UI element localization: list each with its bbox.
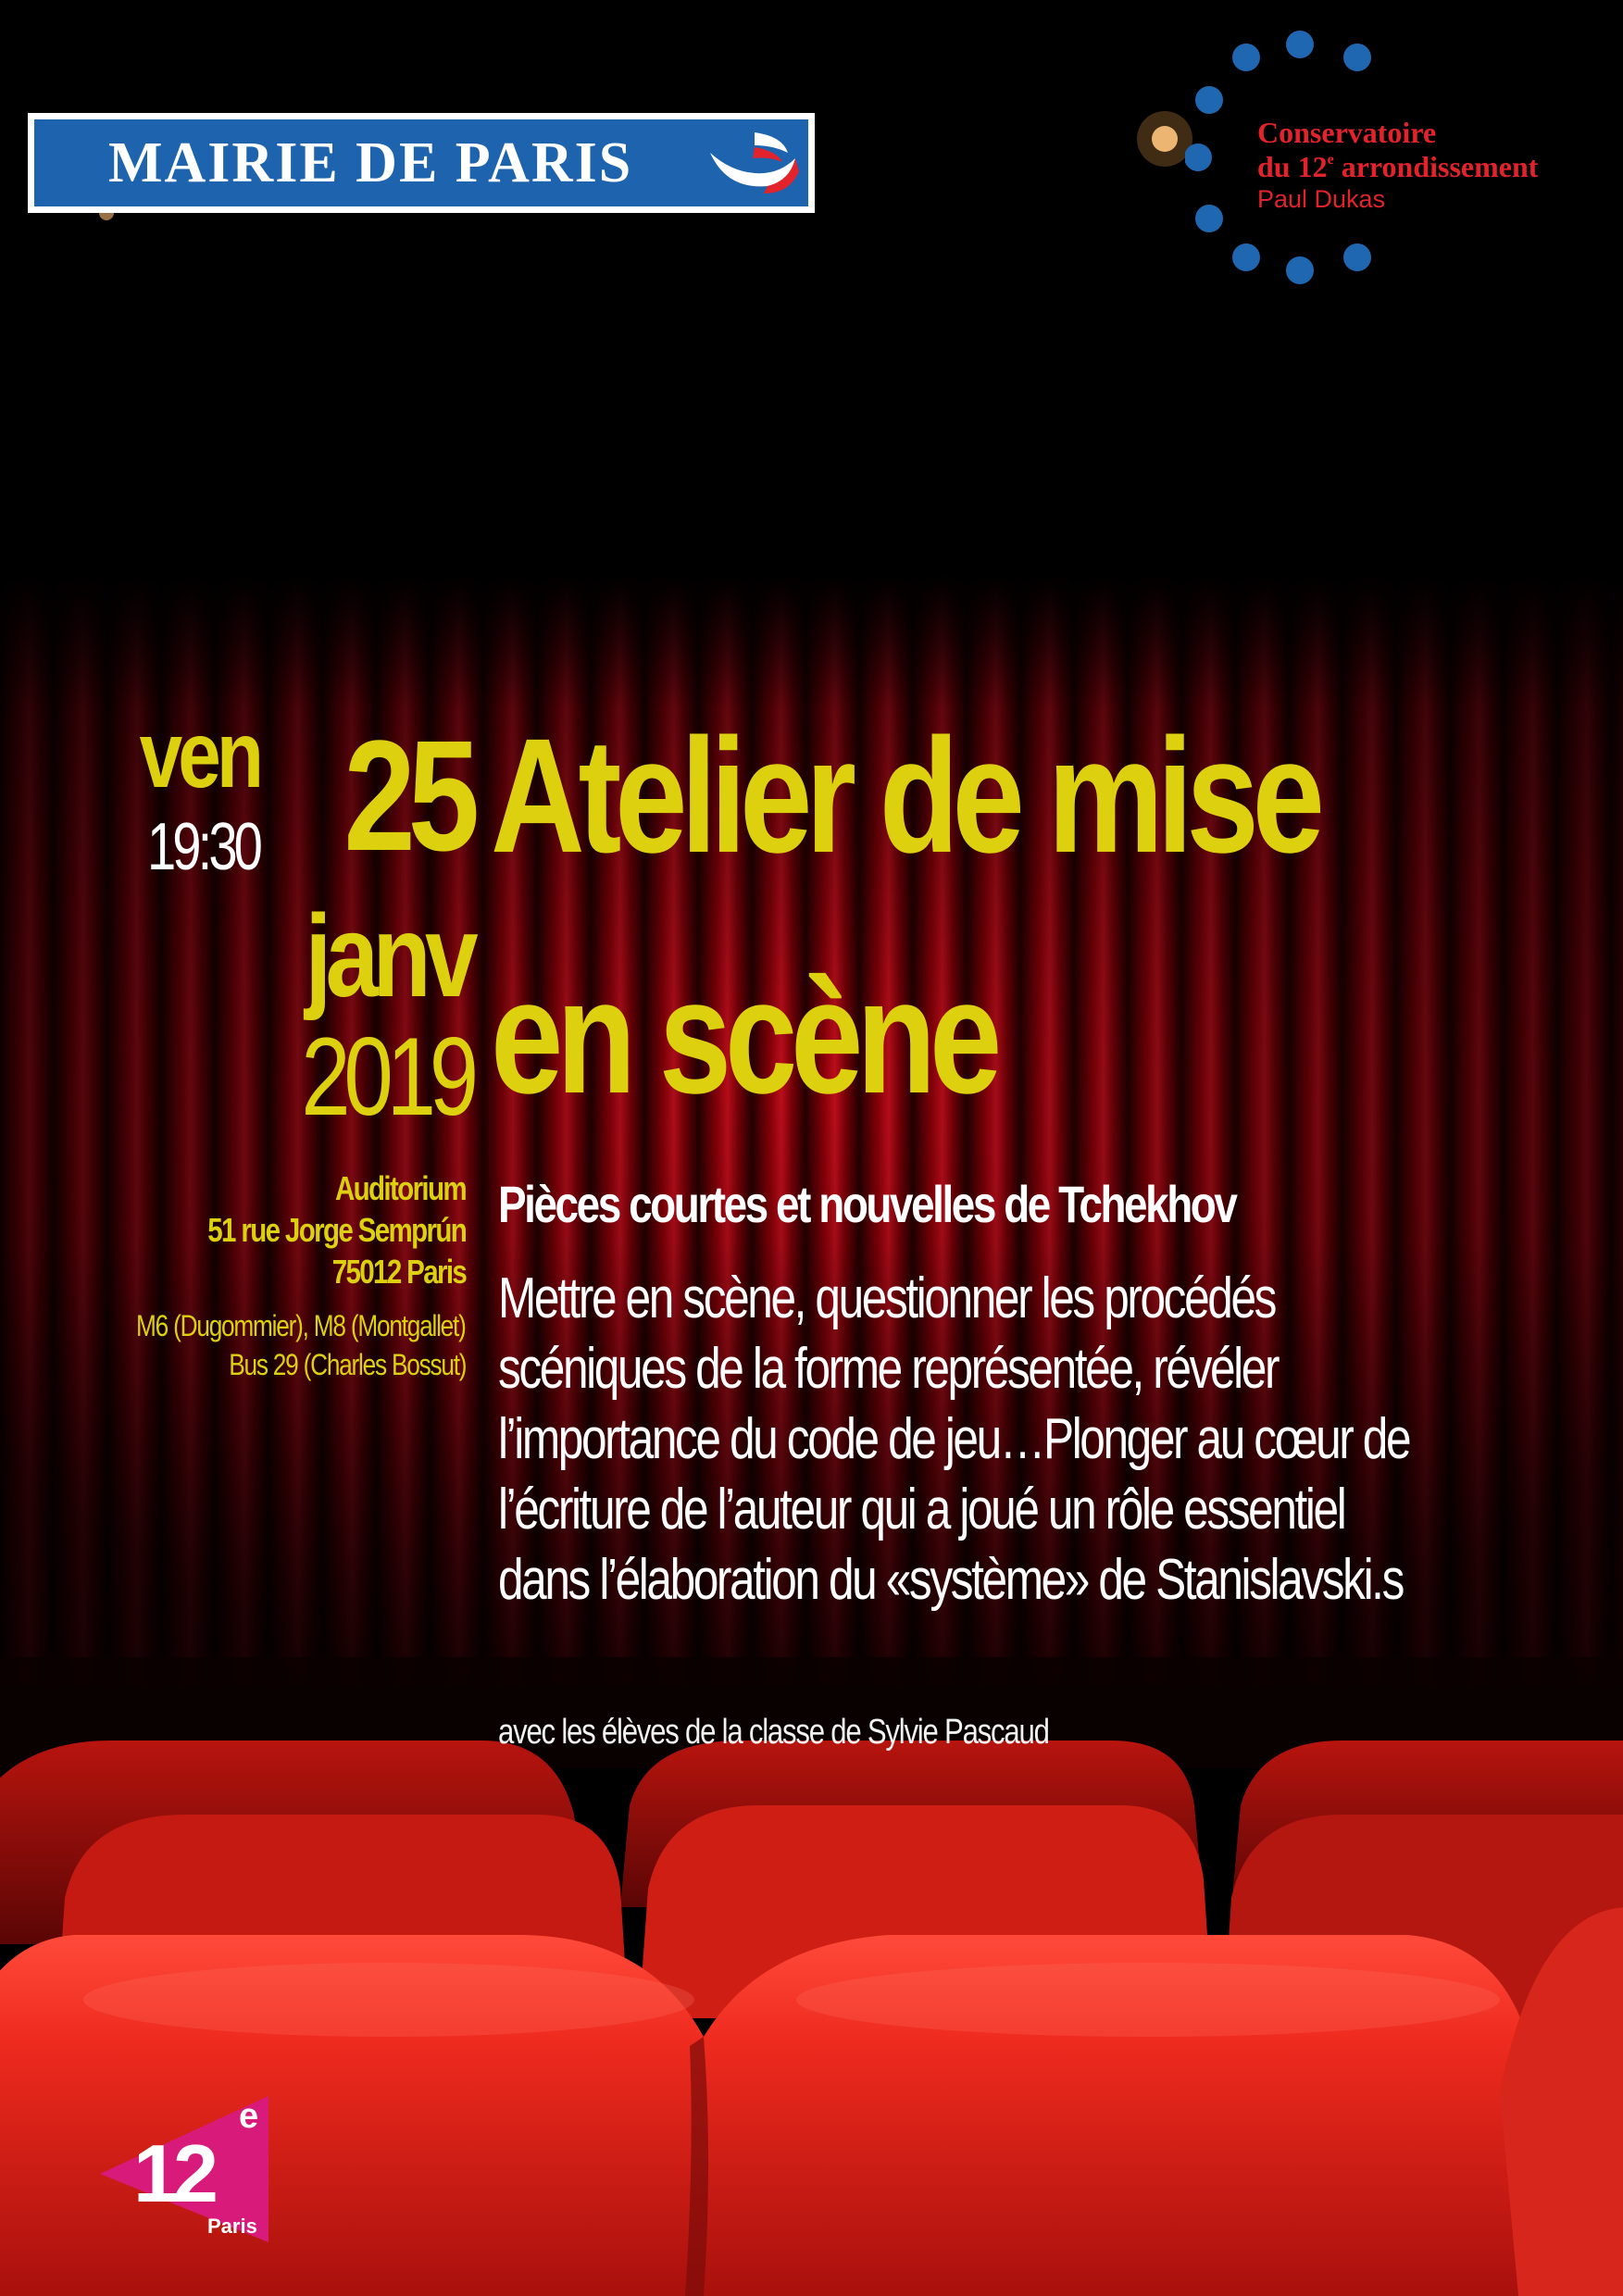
mairie-de-paris-logo [28, 113, 815, 213]
venue-metro: M6 (Dugommier), M8 (Montgallet) [136, 1309, 466, 1342]
logo-number: 12 [133, 2128, 213, 2219]
mairie-logo-text: MAIRIE DE PARIS [108, 131, 633, 194]
district-prefix: du 12 [1257, 150, 1328, 183]
conservatoire-logo [1185, 28, 1620, 296]
district-suffix: arrondissement [1333, 150, 1539, 183]
conservatoire-composer: Paul Dukas [1257, 185, 1386, 213]
venue-street: 51 rue Jorge Semprún [207, 1211, 466, 1249]
triangle-logo-icon [93, 2083, 278, 2250]
event-time: 19:30 [146, 810, 259, 884]
event-credit: avec les élèves de la classe de Sylvie Pascaud [498, 1713, 1049, 1752]
event-month: janv [305, 891, 472, 1021]
conservatoire-district [1257, 144, 1538, 183]
event-weekday: ven [139, 702, 259, 807]
description-line: dans l’élaboration du «système» de Stanislavski.s [498, 1548, 1403, 1612]
event-year: 2019 [301, 1015, 472, 1139]
event-subtitle: Pièces courtes et nouvelles de Tchekhov [498, 1175, 1236, 1233]
description-line: Mettre en scène, questionner les procédés [498, 1267, 1276, 1330]
venue-city: 75012 Paris [331, 1253, 466, 1291]
venue-name: Auditorium [334, 1169, 466, 1207]
description-line: l’importance du code de jeu…Plonger au cœur de [498, 1407, 1410, 1471]
description-line: scéniques de la forme représentée, révéler [498, 1337, 1279, 1401]
paris-12e-logo [93, 2083, 278, 2250]
logo-city: Paris [207, 2215, 257, 2238]
event-title-line-2: en scène [491, 946, 996, 1128]
event-title-line-1: Atelier de mise [491, 705, 1318, 887]
district-sup: e [1327, 152, 1334, 168]
event-day: 25 [343, 708, 472, 884]
description-line: l’écriture de l’auteur qui a joué un rôle essentiel [498, 1478, 1345, 1541]
paris-boat-emblem-icon [699, 125, 801, 201]
conservatoire-name: Conservatoire [1257, 116, 1437, 149]
logo-sup: e [239, 2097, 259, 2136]
venue-bus: Bus 29 (Charles Bossut) [228, 1348, 466, 1381]
